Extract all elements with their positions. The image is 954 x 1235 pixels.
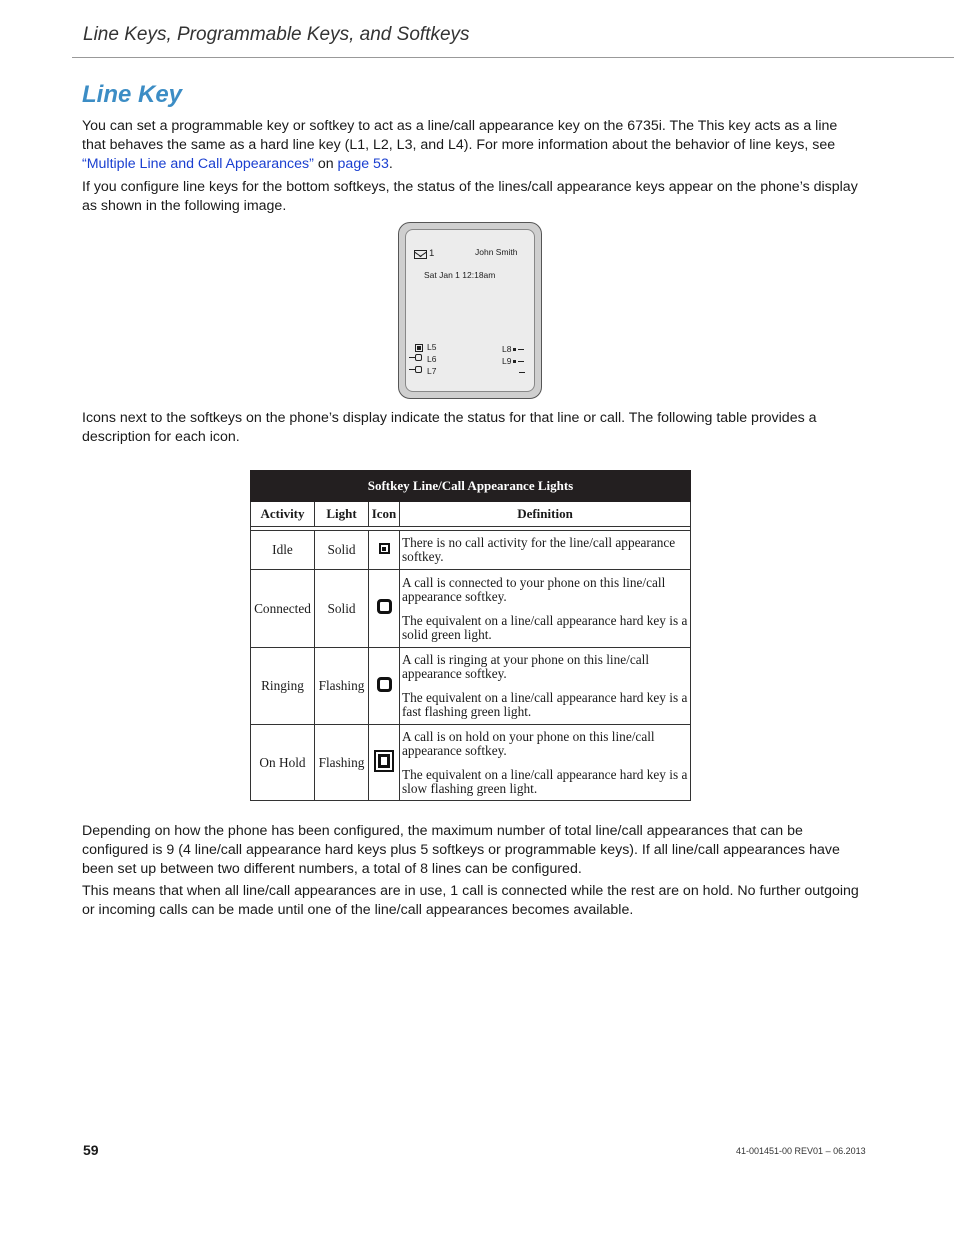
page-53-link[interactable]: page 53 bbox=[337, 155, 389, 172]
phone-screen bbox=[405, 229, 535, 392]
connected-status-icon bbox=[415, 366, 422, 373]
intro-period: . bbox=[388, 155, 393, 172]
activity-cell: Ringing bbox=[251, 648, 315, 725]
table-row bbox=[251, 570, 691, 648]
softkey-label-l5: L5 bbox=[427, 342, 437, 352]
dash-icon bbox=[519, 372, 525, 373]
column-header-activity: Activity bbox=[251, 502, 315, 527]
definition-text: A call is ringing at your phone on this line/call appearance softkey. bbox=[402, 652, 650, 681]
header-rule bbox=[72, 57, 954, 58]
definition-hardkey-text: The equivalent on a line/call appearance hard key is a slow flashing green light. bbox=[402, 766, 688, 796]
icon-cell bbox=[369, 725, 400, 801]
closing-paragraph-1: Depending on how the phone has been configured, the maximum number of total line/call appearances that can be configured is 9 (4 line/call appearance hard keys plus 5 softkeys or programmable keys). If all line/call appearances have been set up between two different numbers, a total of 8 lines can be configured. bbox=[82, 823, 840, 877]
phone-display-figure bbox=[398, 222, 542, 399]
multiple-line-link[interactable]: “Multiple Line and Call Appearances” bbox=[82, 155, 314, 172]
idle-status-icon bbox=[513, 348, 516, 351]
table-row bbox=[251, 648, 691, 725]
activity-cell: Connected bbox=[251, 570, 315, 648]
column-header-icon: Icon bbox=[369, 502, 400, 527]
softkey-label-l9: L9 bbox=[502, 356, 512, 366]
intro-text: You can set a programmable key or softkey to act as a line/call appearance key on the 6735i. The This key acts as a line that behaves the same as a hard line key (L1, L2, L3, and L4). For more information about the behavior of line keys, see bbox=[82, 118, 838, 153]
definition-cell bbox=[400, 570, 691, 648]
intro-paragraph-1 bbox=[82, 117, 862, 173]
icon-cell bbox=[369, 648, 400, 725]
date-time: Sat Jan 1 12:18am bbox=[424, 270, 496, 280]
definition-hardkey-text: The equivalent on a line/call appearance hard key is a fast flashing green light. bbox=[402, 690, 688, 719]
connected-status-icon bbox=[415, 354, 422, 361]
activity-cell: On Hold bbox=[251, 725, 315, 801]
definition-cell bbox=[400, 648, 691, 725]
definition-text: A call is on hold on your phone on this line/call appearance softkey. bbox=[402, 728, 655, 758]
column-header-light: Light bbox=[315, 502, 369, 527]
running-header: Line Keys, Programmable Keys, and Softkeys bbox=[83, 24, 470, 45]
table-row bbox=[251, 531, 691, 570]
connected-square-icon bbox=[377, 599, 392, 614]
icon-cell bbox=[369, 531, 400, 570]
table-caption: Softkey Line/Call Appearance Lights bbox=[251, 471, 691, 502]
definition-text: A call is connected to your phone on this line/call appearance softkey. bbox=[402, 574, 666, 604]
mail-icon bbox=[414, 250, 427, 259]
definition-text: There is no call activity for the line/call appearance softkey. bbox=[402, 535, 676, 564]
light-cell: Solid bbox=[315, 570, 369, 648]
light-cell: Solid bbox=[315, 531, 369, 570]
light-cell: Flashing bbox=[315, 648, 369, 725]
hold-status-icon bbox=[415, 344, 423, 352]
ringing-square-icon bbox=[377, 677, 392, 692]
softkey-label-l6: L6 bbox=[427, 354, 437, 364]
section-title: Line Key bbox=[82, 81, 183, 108]
intro-paragraph-2: If you configure line keys for the bottom softkeys, the status of the lines/call appearance keys appear on the phone’s display as shown in the following image. bbox=[82, 179, 858, 214]
icons-paragraph: Icons next to the softkeys on the phone’s display indicate the status for that line or call. The following table provides a description for each icon. bbox=[82, 410, 817, 445]
definition-cell bbox=[400, 725, 691, 801]
column-header-definition: Definition bbox=[400, 502, 691, 527]
definition-cell bbox=[400, 531, 691, 570]
idle-square-icon bbox=[379, 543, 390, 554]
softkey-label-l8: L8 bbox=[502, 344, 512, 354]
softkey-label-l7: L7 bbox=[427, 366, 437, 376]
light-cell: Flashing bbox=[315, 725, 369, 801]
softkey-lights-table bbox=[250, 470, 690, 801]
definition-hardkey-text: The equivalent on a line/call appearance hard key is a solid green light. bbox=[402, 612, 688, 642]
idle-status-icon bbox=[513, 360, 516, 363]
message-count: 1 bbox=[429, 248, 435, 259]
document-id: 41-001451-00 REV01 – 06.2013 bbox=[736, 1146, 866, 1156]
dash-icon bbox=[518, 361, 524, 362]
closing-paragraph-2: This means that when all line/call appearances are in use, 1 call is connected while the rest are on hold. No further outgoing or incoming calls can be made until one of the line/call appearances becomes available. bbox=[82, 883, 859, 918]
icon-cell bbox=[369, 570, 400, 648]
table-row bbox=[251, 725, 691, 801]
activity-cell: Idle bbox=[251, 531, 315, 570]
user-name: John Smith bbox=[475, 247, 518, 257]
dash-icon bbox=[518, 349, 524, 350]
page-number: 59 bbox=[83, 1142, 99, 1158]
on-hold-square-icon bbox=[374, 750, 394, 772]
intro-on-text: on bbox=[313, 155, 338, 172]
